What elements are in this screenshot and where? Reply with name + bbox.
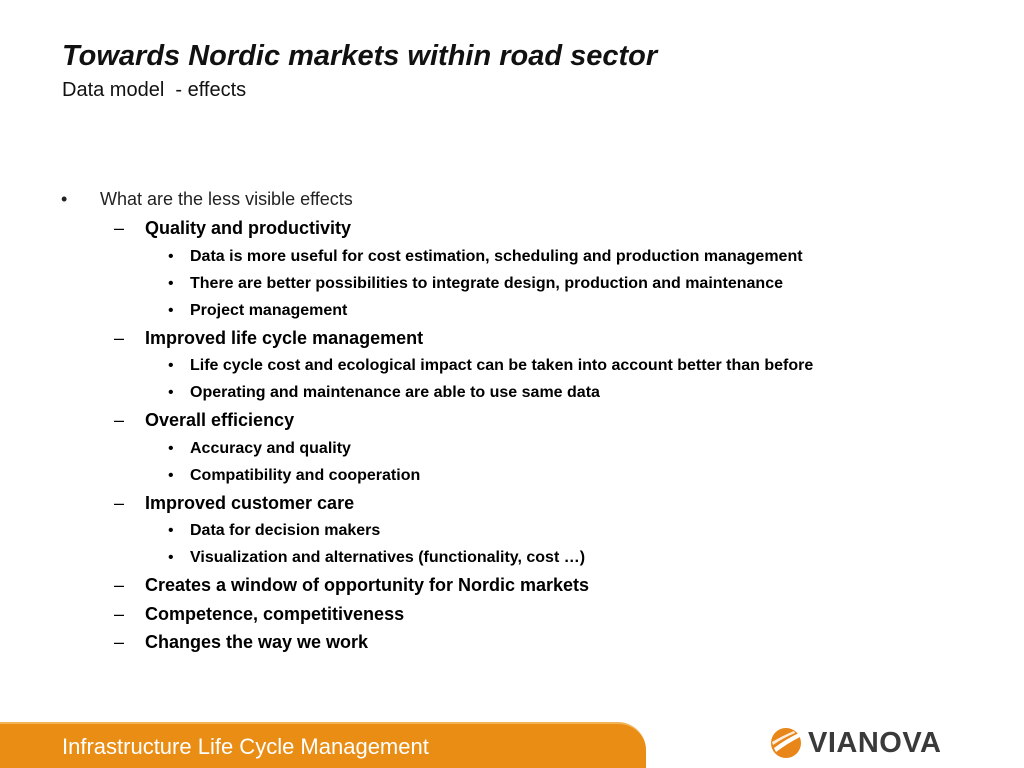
sub-bullet (0, 214, 1000, 243)
sub-sub-bullet-text: Life cycle cost and ecological impact can be taken into account better than before (190, 357, 814, 374)
dot-marker: • (168, 549, 174, 566)
dot-marker: • (168, 247, 174, 265)
dash-marker: – (114, 603, 125, 624)
sub-sub-bullet-text: Data is more useful for cost estimation, scheduling and production management (190, 247, 803, 265)
dash-marker: – (114, 218, 125, 238)
sub-bullet-text: Improved life cycle management (145, 327, 424, 348)
bullet-marker: • (61, 189, 68, 209)
sub-sub-bullet (0, 243, 1000, 270)
bullet-item (0, 184, 1000, 214)
sub-sub-bullet-text: Project management (190, 301, 348, 319)
sub-bullet-text: Changes the way we work (145, 632, 369, 652)
sub-bullet (0, 489, 1000, 518)
slide-subtitle: Data model - effects (62, 79, 247, 101)
dot-marker: • (168, 439, 174, 457)
sub-bullet (0, 406, 1000, 435)
sub-sub-bullet (0, 435, 1000, 462)
vianova-logo-icon (768, 725, 804, 761)
sub-sub-bullet-text: Compatibility and cooperation (190, 466, 421, 484)
footer-text: Infrastructure Life Cycle Management (62, 734, 429, 759)
sub-sub-bullet-text: There are better possibilities to integrate design, production and maintenance (190, 274, 783, 292)
sub-sub-bullet (0, 379, 1000, 406)
sub-sub-bullet (0, 297, 1000, 324)
sub-sub-bullet (0, 517, 1000, 544)
sub-bullet (0, 324, 1000, 353)
sub-sub-bullet-text: Operating and maintenance are able to use same data (190, 384, 600, 401)
sub-bullet-text: Quality and productivity (145, 218, 352, 238)
bullet-text: What are the less visible effects (100, 189, 353, 209)
dash-marker: – (114, 492, 125, 513)
sub-sub-bullet (0, 352, 1000, 379)
sub-bullet-text: Overall efficiency (145, 410, 295, 430)
logo-wordmark: VIANOVA (808, 727, 942, 759)
dot-marker: • (168, 522, 174, 539)
sub-sub-bullet-text: Visualization and alternatives (functionality, cost …) (190, 549, 586, 566)
vianova-logo (768, 725, 978, 761)
dot-marker: • (168, 384, 174, 401)
sub-bullet-text: Creates a window of opportunity for Nordic markets (145, 575, 590, 595)
sub-bullet (0, 628, 1000, 657)
dot-marker: • (168, 301, 174, 319)
dash-marker: – (114, 327, 125, 348)
bullet-list (0, 184, 1000, 657)
dot-marker: • (168, 357, 174, 374)
sub-sub-bullet (0, 462, 1000, 489)
sub-sub-bullet-text: Data for decision makers (190, 522, 381, 539)
dash-marker: – (114, 410, 125, 430)
dot-marker: • (168, 274, 174, 292)
sub-sub-bullet (0, 270, 1000, 297)
sub-bullet-text: Improved customer care (145, 492, 355, 513)
dash-marker: – (114, 632, 125, 652)
sub-sub-bullet (0, 544, 1000, 571)
sub-bullet (0, 600, 1000, 629)
slide-title: Towards Nordic markets within road sector (62, 40, 658, 72)
sub-sub-bullet-text: Accuracy and quality (190, 439, 351, 457)
dot-marker: • (168, 466, 174, 484)
footer-bar (0, 722, 646, 768)
dash-marker: – (114, 575, 125, 595)
sub-bullet-text: Competence, competitiveness (145, 603, 405, 624)
sub-bullet (0, 571, 1000, 600)
